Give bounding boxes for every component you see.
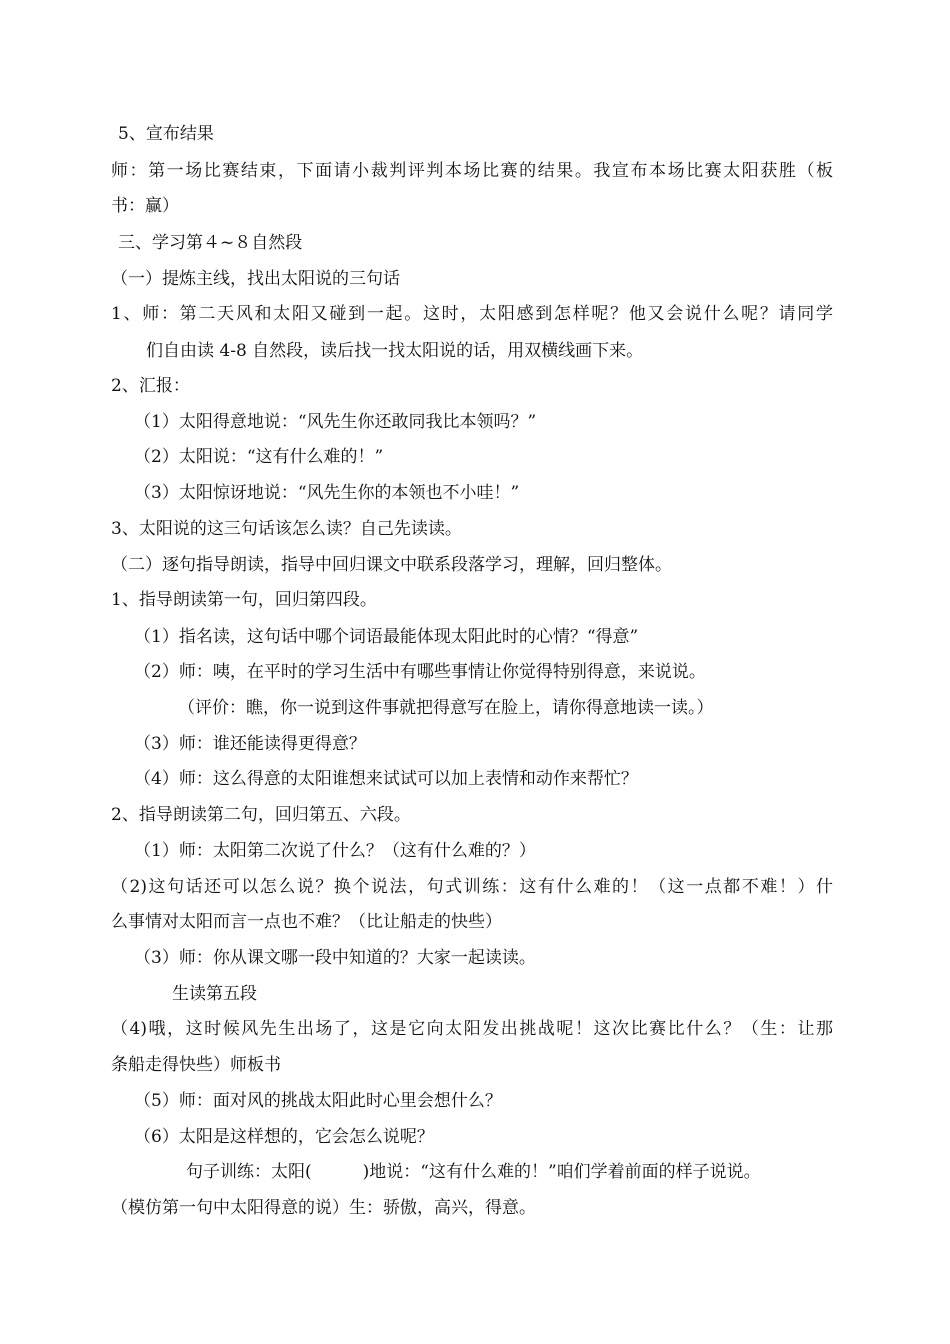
paragraph-line: （模仿第一句中太阳得意的说）生：骄傲，高兴，得意。 — [111, 1198, 536, 1218]
subsection-heading: （二）逐句指导朗读，指导中回归课文中联系段落学习，理解，回归整体。 — [111, 555, 672, 575]
paragraph-line: （4)哦，这时候风先生出场了，这是它向太阳发出挑战呢！这次比赛比什么？（生：让那 — [111, 1019, 833, 1039]
list-item: （5）师：面对风的挑战太阳此时心里会想什么？ — [134, 1091, 502, 1111]
list-item: （1）指名读，这句话中哪个词语最能体现太阳此时的心情？“得意” — [134, 627, 639, 647]
paragraph-line: 么事情对太阳而言一点也不难？（比让船走的快些） — [111, 912, 502, 932]
list-item: （6）太阳是这样想的，它会怎么说呢？ — [134, 1127, 434, 1147]
paragraph-line: 们自由读 4-8 自然段，读后找一找太阳说的话，用双横线画下来。 — [146, 341, 644, 361]
paragraph-line: 师：第一场比赛结束，下面请小裁判评判本场比赛的结果。我宣布本场比赛太阳获胜（板 — [111, 161, 833, 181]
list-item: 2、汇报： — [111, 376, 190, 396]
paragraph-line: 书：赢） — [111, 196, 179, 216]
list-item: （2）太阳说：“这有什么难的！” — [134, 447, 384, 467]
paragraph-line: 句子训练：太阳( )地说：“这有什么难的！”咱们学着前面的样子说说。 — [186, 1162, 761, 1182]
paragraph-line: 条船走得快些）师板书 — [111, 1055, 281, 1075]
paragraph-line: 1、师：第二天风和太阳又碰到一起。这时，太阳感到怎样呢？他又会说什么呢？请同学 — [111, 304, 833, 324]
list-item: （1）太阳得意地说：“风先生你还敢同我比本领吗？” — [134, 412, 537, 432]
list-item: 2、指导朗读第二句，回归第五、六段。 — [111, 805, 411, 825]
list-item: （3）师：你从课文哪一段中知道的？大家一起读读。 — [134, 948, 536, 968]
list-item: （1）师：太阳第二次说了什么？（这有什么难的？） — [134, 841, 536, 861]
list-item: （2）师：咦，在平时的学习生活中有哪些事情让你觉得特别得意，来说说。 — [134, 662, 706, 682]
list-item: （4）师：这么得意的太阳谁想来试试可以加上表情和动作来帮忙？ — [134, 769, 638, 789]
subsection-heading: （一）提炼主线，找出太阳说的三句话 — [111, 269, 400, 289]
list-item: 1、指导朗读第一句，回归第四段。 — [111, 590, 377, 610]
section-heading: 5、宣布结果 — [118, 124, 214, 144]
list-item: （3）太阳惊讶地说：“风先生你的本领也不小哇！” — [134, 483, 520, 503]
list-item: 3、太阳说的这三句话该怎么读？自己先读读。 — [111, 519, 462, 539]
section-heading: 三、学习第４~８自然段 — [118, 233, 303, 253]
list-item: （3）师：谁还能读得更得意？ — [134, 734, 366, 754]
paragraph-line: （评价：瞧，你一说到这件事就把得意写在脸上，请你得意地读一读。） — [178, 698, 714, 718]
paragraph-line: （2)这句话还可以怎么说？换个说法，句式训练：这有什么难的！（这一点都不难！）什 — [111, 877, 833, 897]
paragraph-line: 生读第五段 — [172, 984, 257, 1004]
